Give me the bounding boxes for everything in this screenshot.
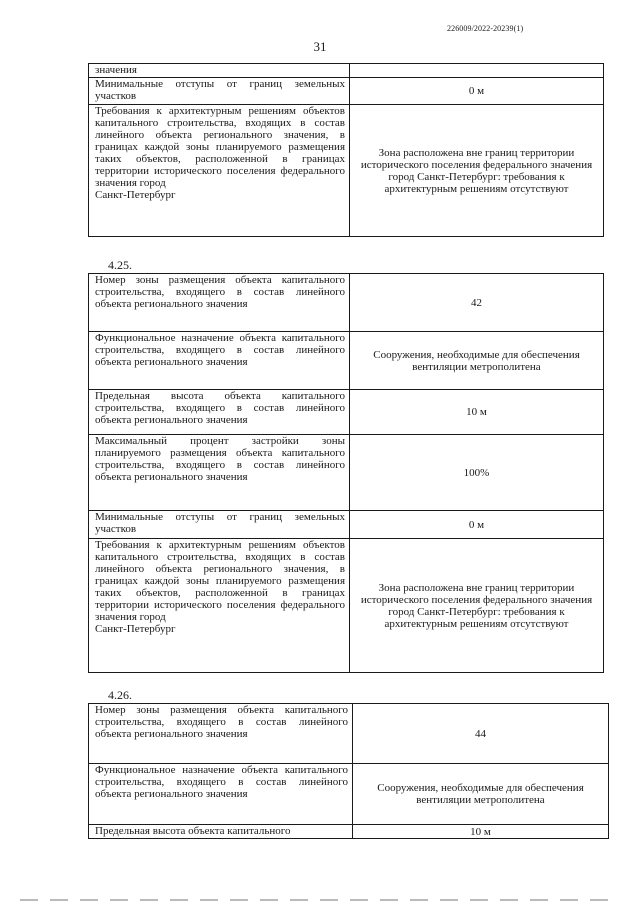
row-label-text-last: Санкт-Петербург	[95, 189, 176, 201]
row-label	[89, 105, 350, 237]
table-row	[89, 539, 604, 673]
row-label-text-last: Санкт-Петербург	[95, 623, 176, 635]
table-row	[89, 390, 604, 435]
document-id: 226009/2022-20239(1)	[447, 24, 524, 33]
row-label	[89, 539, 350, 673]
row-value: 0 м	[350, 511, 604, 539]
page-number: 31	[313, 39, 327, 54]
row-value: 44	[353, 704, 609, 764]
requirements-table-4-25	[88, 273, 604, 673]
row-value: Зона расположена вне границ территории исторического поселения федерального значения город Санкт-Петербург: требования к архитектурным решениям отсутствуют	[350, 105, 604, 237]
table-row	[89, 435, 604, 511]
table-row	[89, 274, 604, 332]
table-row	[89, 332, 604, 390]
section-number-4-25: 4.25.	[108, 258, 132, 272]
row-label: Функциональное назначение объекта капитального строительства, входящего в состав линейного объекта регионального значения	[89, 764, 353, 825]
row-value: 0 м	[350, 78, 604, 105]
table-row	[89, 704, 609, 764]
row-value: 42	[350, 274, 604, 332]
row-label: Максимальный процент застройки зоны планируемого размещения объекта капитального строительства, входящего в состав линейного объекта регионального значения	[89, 435, 350, 511]
row-value: Сооружения, необходимые для обеспечения вентиляции метрополитена	[350, 332, 604, 390]
row-label: Номер зоны размещения объекта капитального строительства, входящего в состав линейного объекта регионального значения	[89, 274, 350, 332]
row-value: Сооружения, необходимые для обеспечения вентиляции метрополитена	[353, 764, 609, 825]
row-value: 10 м	[353, 825, 609, 839]
row-value: 10 м	[350, 390, 604, 435]
scan-artifact-line	[20, 899, 620, 901]
table-row	[89, 105, 604, 237]
row-label: Предельная высота объекта капитального строительства, входящего в состав линейного объекта регионального значения	[89, 390, 350, 435]
table-row	[89, 64, 604, 78]
row-label: Функциональное назначение объекта капитального строительства, входящего в состав линейного объекта регионального значения	[89, 332, 350, 390]
row-value	[350, 64, 604, 78]
row-value: 100%	[350, 435, 604, 511]
row-label: Минимальные отступы от границ земельных участков	[89, 78, 350, 105]
section-number-4-26: 4.26.	[108, 688, 132, 702]
row-label: Номер зоны размещения объекта капитального строительства, входящего в состав линейного объекта регионального значения	[89, 704, 353, 764]
row-label: значения	[89, 64, 350, 78]
row-label: Предельная высота объекта капитального	[89, 825, 353, 839]
table-row	[89, 78, 604, 105]
row-label-text: Требования к архитектурным решениям объектов капитального строительства, входящих в состав линейного объекта регионального значения, в границах каждой зоны планируемого размещения таких объектов, расположенной в границах территории исторического поселения федерального значения город	[95, 105, 345, 189]
table-row	[89, 825, 609, 839]
table-row	[89, 511, 604, 539]
requirements-table-continued	[88, 63, 604, 237]
row-label: Минимальные отступы от границ земельных участков	[89, 511, 350, 539]
row-value: Зона расположена вне границ территории исторического поселения федерального значения город Санкт-Петербург: требования к архитектурным решениям отсутствуют	[350, 539, 604, 673]
table-row	[89, 764, 609, 825]
row-label-text: Требования к архитектурным решениям объектов капитального строительства, входящих в состав линейного объекта регионального значения, в границах каждой зоны планируемого размещения таких объектов, расположенной в границах территории исторического поселения федерального значения город	[95, 539, 345, 623]
requirements-table-4-26	[88, 703, 609, 839]
